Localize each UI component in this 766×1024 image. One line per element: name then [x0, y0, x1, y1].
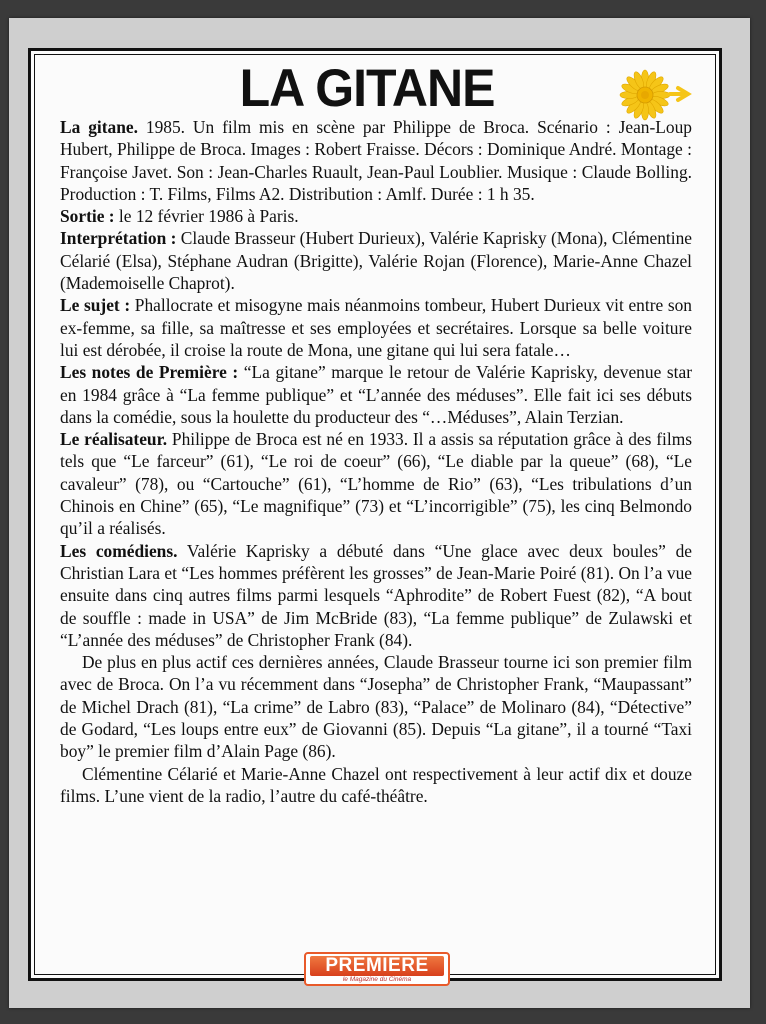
body-notes: “La gitane” marque le retour de Valérie Kaprisky, devenue star en 1984 grâce à “La femme publique” et “L’année des méduses”. Elle fait ici ses débuts dans la comédie, sous la houlette du producteur des “…Méduses”, Alain Terzian.	[60, 362, 692, 427]
label-director: Le réalisateur.	[60, 429, 168, 450]
label-actors: Les comédiens.	[60, 540, 178, 561]
paragraph-cast	[60, 227, 692, 294]
paragraph-brasseur	[60, 651, 692, 762]
body-plot: Phallocrate et misogyne mais néanmoins tombeur, Hubert Durieux vit entre son ex-femme, sa fille, sa maîtresse et ses employées et secrétaires. Lorsque sa belle voiture lui est dérobée, il croise la route de Mona, une gitane qui lui sera fatale…	[60, 295, 693, 360]
label-film: La gitane.	[60, 117, 138, 137]
body-celarie-chazel: Clémentine Célarié et Marie-Anne Chazel ont respectivement à leur actif dix et douze films. L’une vient de la radio, l’autre du café-théâtre.	[60, 763, 692, 806]
paragraph-actors	[60, 540, 692, 651]
article-text	[60, 116, 692, 807]
label-cast: Interprétation :	[60, 228, 177, 249]
premiere-logo	[304, 952, 450, 986]
body-brasseur: De plus en plus actif ces dernières années, Claude Brasseur tourne ici son premier film avec de Broca. On l’a vu récemment dans “Josepha” de Christopher Frank, “Maupassant” de Michel Drach (81), “La crime” de Labro (83), “Palace” de Molinaro (84), “Détective” de Godard, “Les loups entre eux” de Giovanni (85). Depuis “La gitane”, il a tourné “Taxi boy” le premier film d’Alain Page (86).	[60, 652, 692, 762]
body-director: Philippe de Broca est né en 1933. Il a assis sa réputation grâce à des films tels que “Le farceur” (61), “Le roi de coeur” (66), “Le diable par la queue” (68), “Le cavaleur” (78), ou “Cartouche” (61), “L’homme de Rio” (63), “Les tribulations d’un Chinois en Chine” (65), “Le magnifique” (73) et “L’incorrigible” (75), les cinq Belmondo qu’il a réalisés.	[60, 429, 692, 539]
paragraph-plot	[60, 294, 692, 361]
label-plot: Le sujet :	[60, 295, 131, 316]
body-film: 1985. Un film mis en scène par Philippe de Broca. Scénario : Jean-Loup Hubert, Philippe de Broca. Images : Robert Fraisse. Décors : Dominique André. Montage : Françoise Javet. Son : Jean-Charles Ruault, Jean-Paul Loublier. Musique : Claude Bolling. Production : T. Films, Films A2. Distribution : Amlf. Durée : 1 h 35.	[60, 117, 692, 204]
paragraph-release	[60, 205, 692, 227]
logo-tagline: le Magazine du Cinéma	[342, 976, 412, 983]
body-release: le 12 février 1986 à Paris.	[114, 206, 299, 227]
label-notes: Les notes de Première :	[60, 362, 239, 383]
label-release: Sortie :	[60, 206, 115, 227]
film-title: LA GITANE	[239, 58, 495, 118]
paragraph-notes	[60, 361, 692, 428]
logo-name: PREMIERE	[310, 956, 444, 976]
body-cast: Claude Brasseur (Hubert Durieux), Valérie Kaprisky (Mona), Clémentine Célarié (Elsa), Stéphane Audran (Brigitte), Valérie Rojan (Florence), Marie-Anne Chazel (Mademoiselle Chaprot).	[60, 228, 692, 294]
body-actors: Valérie Kaprisky a débuté dans “Une glace avec deux boules” de Christian Lara et “Les hommes préfèrent les grosses” de Jean-Marie Poiré (81). On l’a vue ensuite dans cinq autres films parmi lesquels “Aphrodite” de Robert Fuest (82), “A bout de souffle : made in USA” de Jim McBride (83), “La femme publique” de Zulawski et “L’année des méduses” de Christopher Frank (84).	[60, 540, 692, 650]
paragraph-director	[60, 428, 692, 539]
paragraph-film-info	[60, 116, 692, 205]
paragraph-celarie-chazel	[60, 763, 692, 808]
